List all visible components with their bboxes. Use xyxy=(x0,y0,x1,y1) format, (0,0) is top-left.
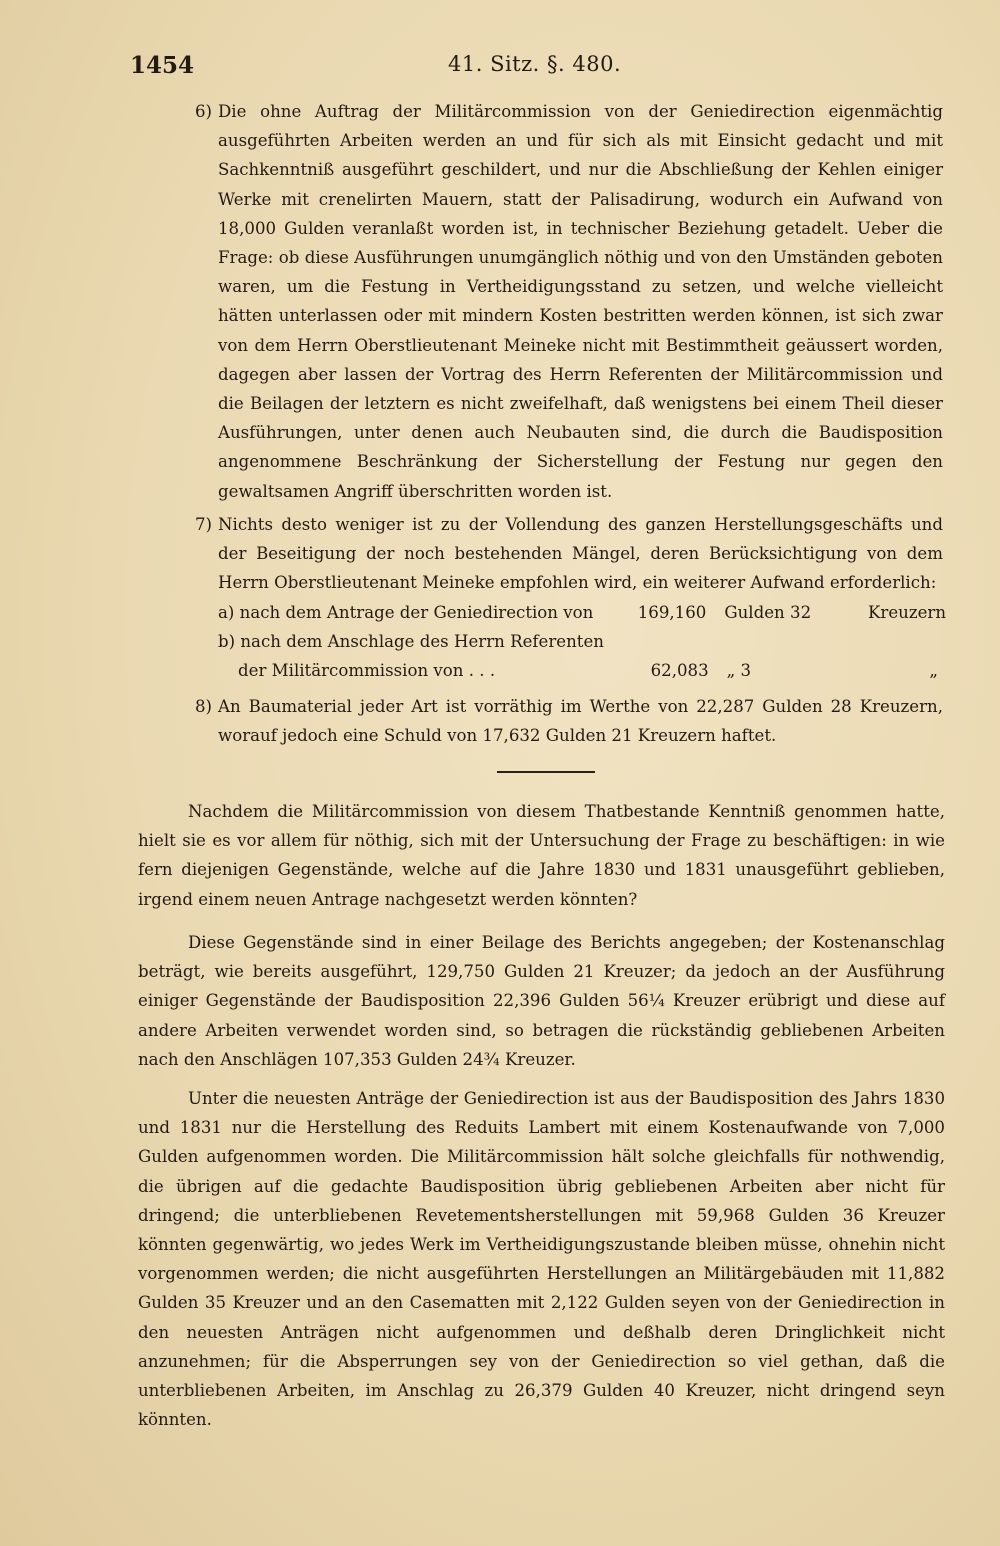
list-item-8 xyxy=(168,692,943,750)
running-head: 41. Sitz. §. 480. xyxy=(448,52,622,76)
item-text: Nichts desto weniger ist zu der Vollendung des ganzen Herstellungsgeschäfts und der Beseitigung der noch bestehenden Mängel, deren Berücksichtigung von dem Herrn Oberstlieutenant Meineke empfohlen wird, ein weiterer Aufwand erforderlich: xyxy=(218,515,943,593)
sub-item-b-label: b) nach dem Anschlage des Herrn Referenten xyxy=(218,631,604,651)
sub-item-a-currency: Kreuzern xyxy=(868,602,947,622)
sub-item-a-label: a) nach dem Antrage der Geniedirection von xyxy=(218,602,594,622)
sub-item-b-label-cont: der Militärcommission von . . . xyxy=(238,661,496,681)
paragraph-2: Diese Gegenstände sind in einer Beilage des Berichts angegeben; der Kostenanschlag beträgt, wie bereits ausgeführt, 129,750 Gulden 21 Kreuzer; da jedoch an der Ausführung einiger Gegenstände der Baudisposition 22,396 Gulden 56¼ Kreuzer erübrigt und diese auf andere Arbeiten verwendet worden sind, so betragen die rückständig gebliebenen Arbeiten nach den Anschlägen 107,353 Gulden 24¾ Kreuzer. xyxy=(138,933,945,1069)
item-text: Die ohne Auftrag der Militärcommission von der Geniedirection eigenmächtig ausgeführten Arbeiten werden an und für sich als mit Einsicht gedacht und mit Sachkenntniß ausgeführt geschildert, und nur die Abschließung der Kehlen einiger Werke mit crenelirten Mauern, statt der Palisadirung, wodurch ein Aufwand von 18,000 Gulden veranlaßt worden ist, in technischer Beziehung getadelt. Ueber die Frage: ob diese Ausführungen unumgänglich nöthig und von den Umständen geboten waren, um die Festung in Vertheidigungsstand zu setzen, und welche vielleicht hätten unterlassen oder mit mindern Kosten bestritten werden können, ist sich zwar von dem Herrn Oberstlieutenant Meineke nicht mit Bestimmtheit geäussert worden, dagegen aber lassen der Vortrag des Herrn Referenten der Militärcommission und die Beilagen der letztern es nicht zweifelhaft, daß wenigstens bei einem Theil dieser Ausführungen, unter denen auch Neubauten sind, die durch die Baudisposition angenommene Beschränkung der Sicherstellung der Festung nur gegen den gewaltsamen Angriff überschritten worden ist. xyxy=(218,102,943,501)
sub-item-a xyxy=(218,598,947,627)
item-body xyxy=(218,510,947,685)
item-number: 7) xyxy=(194,515,212,534)
sub-item-b-line-1 xyxy=(218,627,938,656)
page-number: 1454 xyxy=(130,52,195,79)
page-header xyxy=(130,52,950,86)
list-item-7 xyxy=(168,510,947,685)
sub-item-b-line-2 xyxy=(218,656,938,685)
list-item-6 xyxy=(168,97,943,506)
sub-item-b-currency: „ xyxy=(929,661,938,681)
section-divider xyxy=(497,771,595,773)
item-number: 8) xyxy=(194,697,212,716)
item-text: An Baumaterial jeder Art ist vorräthig im Werthe von 22,287 Gulden 28 Kreuzern, worauf jedoch eine Schuld von 17,632 Gulden 21 Kreuzern haftet. xyxy=(218,697,943,746)
sub-item-a-unit: Gulden 32 xyxy=(724,602,812,622)
sub-item-a-amount: 169,160 xyxy=(637,602,707,622)
paragraph-3: Unter die neuesten Anträge der Geniedirection ist aus der Baudisposition des Jahrs 1830 und 1831 nur die Herstellung des Reduits Lambert mit einem Kostenaufwande von 7,000 Gulden aufgenommen worden. Die Militärcommission hält solche gleichfalls für nothwendig, die übrigen auf die gedachte Baudisposition übrig gebliebenen Arbeiten aber nicht für dringend; die unterbliebenen Revetementsherstellungen mit 59,968 Gulden 36 Kreuzer könnten gegenwärtig, wo jedes Werk im Vertheidigungszustande bleiben müsse, ohnehin nicht vorgenommen werden; die nicht ausgeführten Herstellungen an Militärgebäuden mit 11,882 Gulden 35 Kreuzer und an den Casematten mit 2,122 Gulden seyen von der Geniedirection in den neuesten Anträgen nicht aufgenommen und deßhalb deren Dringlichkeit nicht anzunehmen; für die Absperrungen sey von der Geniedirection so viel gethan, daß die unterbliebenen Arbeiten, im Anschlag zu 26,379 Gulden 40 Kreuzer, nicht dringend seyn könnten. xyxy=(138,1089,945,1430)
paragraph-1: Nachdem die Militärcommission von diesem Thatbestande Kenntniß genommen hatte, hielt sie es vor allem für nöthig, sich mit der Untersuchung der Frage zu beschäftigen: in wie fern diejenigen Gegenstände, welche auf die Jahre 1830 und 1831 unausgeführt geblieben, irgend einem neuen Antrage nachgesetzt werden könnten? xyxy=(138,802,945,909)
sub-item-b-unit: „ 3 xyxy=(726,661,752,681)
sub-item-b-amount: 62,083 xyxy=(650,661,709,681)
item-number: 6) xyxy=(194,102,212,121)
